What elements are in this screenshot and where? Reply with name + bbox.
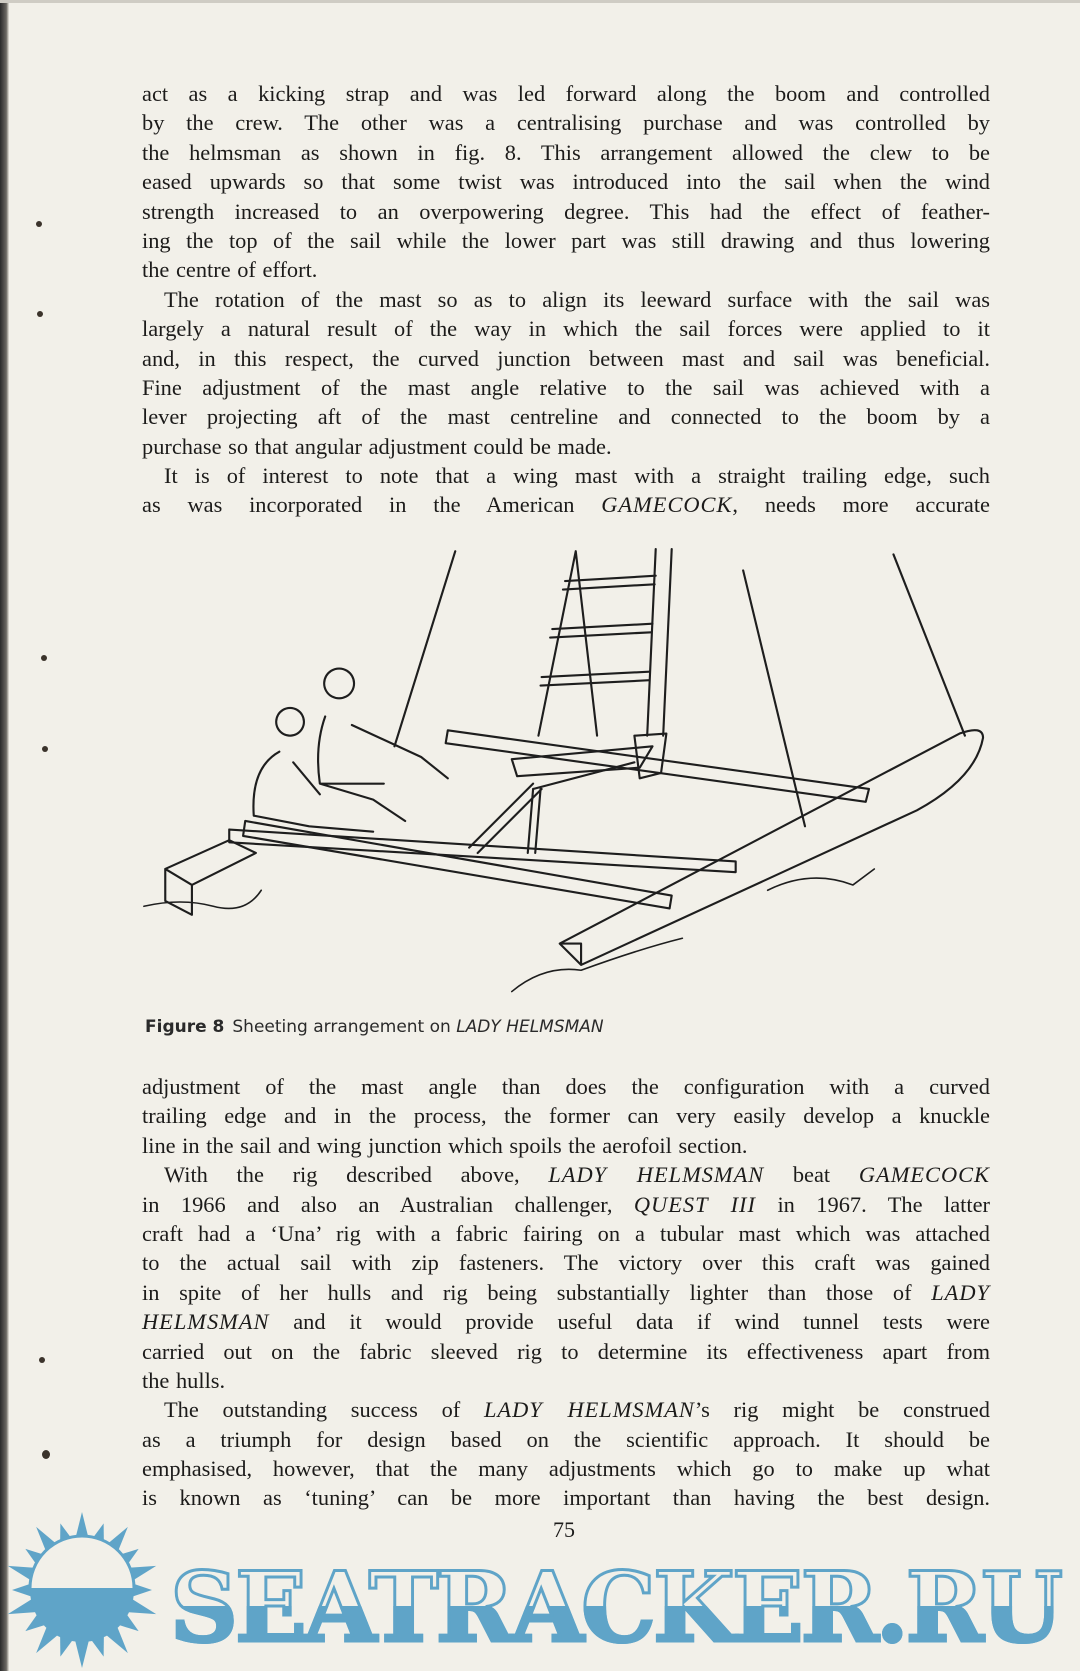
- text-line: [142, 1160, 990, 1189]
- figure-label: Figure 8: [145, 1017, 225, 1037]
- italic-vessel-name: HELMSMAN: [142, 1309, 270, 1335]
- text-run: lever projecting aft of the mast centreline and connected to the boom by a: [142, 404, 990, 430]
- body-text-bottom: [142, 1072, 990, 1513]
- text-run: craft had a ‘Una’ rig with a fabric fairing on a tubular mast which was attached: [142, 1220, 990, 1246]
- crew-person: [318, 669, 448, 821]
- text-run: and, in this respect, the curved junction between mast and sail was beneficial.: [142, 345, 990, 371]
- text-run: is known as ‘tuning’ can be more important than having the best design.: [142, 1485, 990, 1511]
- text-run: adjustment of the mast angle than does the configuration with a curved: [142, 1074, 990, 1099]
- battens: [541, 576, 656, 686]
- text-line: [142, 1366, 990, 1395]
- text-line: [142, 1219, 990, 1248]
- text-run: Fine adjustment of the mast angle relative to the sail was achieved with a: [142, 374, 990, 400]
- text-line: [142, 1248, 990, 1277]
- text-run: in spite of her hulls and rig being substantially lighter than those of: [142, 1279, 932, 1305]
- text-line: [142, 1072, 990, 1101]
- text-run: emphasised, however, that the many adjustments which go to make up what: [142, 1456, 990, 1482]
- text-line: [142, 1395, 990, 1424]
- watermark-seatracker: SEATRACKER.RU: [170, 1551, 1060, 1664]
- text-run: as was incorporated in the American: [142, 492, 602, 518]
- text-run: purchase so that angular adjustment could be made.: [142, 433, 612, 459]
- text-run: The outstanding success of: [164, 1397, 484, 1423]
- text-run: the hulls.: [142, 1367, 226, 1393]
- italic-vessel-name: GAMECOCK: [601, 492, 733, 518]
- sun-logo-icon: [0, 1500, 170, 1671]
- text-run: act as a kicking strap and was led forward along the boom and controlled: [142, 81, 990, 106]
- caption-vessel-name: LADY HELMSMAN: [456, 1017, 604, 1037]
- page-number: 75: [553, 1517, 575, 1542]
- text-line: [142, 1278, 990, 1307]
- crossbeam-rear: [229, 830, 735, 873]
- stay-line: [893, 554, 964, 735]
- italic-vessel-name: GAMECOCK: [858, 1162, 990, 1188]
- text-run: trailing edge and in the process, the former can very easily develop a knuckle: [142, 1103, 990, 1129]
- text-run: in 1967. The latter: [755, 1191, 990, 1217]
- text-run: line in the sail and wing junction which spoils the aerofoil section.: [142, 1132, 748, 1158]
- text-line: [142, 1101, 990, 1130]
- italic-vessel-name: LADY: [931, 1279, 990, 1305]
- water: [144, 869, 874, 992]
- caption-text: Sheeting arrangement on: [232, 1017, 457, 1037]
- text-run: carried out on the fabric sleeved rig to determine its effectiveness apart from: [142, 1338, 990, 1364]
- crossbeam-front: [446, 730, 869, 801]
- lever-struts: [469, 762, 634, 853]
- text-line: [142, 1337, 990, 1366]
- text-run: and it would provide useful data if wind tunnel tests were: [269, 1309, 990, 1335]
- text-run: eased upwards so that some twist was introduced into the sail when the wind: [142, 169, 990, 195]
- text-run: It is of interest to note that a wing mast with a straight trailing edge, such: [164, 463, 990, 489]
- text-line: [142, 1425, 990, 1454]
- text-run: in 1966 and also an Australian challenger,: [142, 1191, 634, 1217]
- text-run: strength increased to an overpowering degree. This had the effect of feather-: [142, 198, 990, 224]
- text-run: largely a natural result of the way in which the sail forces were applied to it: [142, 316, 990, 342]
- text-run: to the actual sail with zip fasteners. The victory over this craft was gained: [142, 1250, 990, 1276]
- italic-vessel-name: QUEST III: [633, 1191, 756, 1217]
- text-run: ing the top of the sail while the lower part was still drawing and thus lowering: [142, 227, 990, 253]
- text-line: [142, 1131, 990, 1160]
- italic-vessel-name: LADY HELMSMAN: [483, 1397, 695, 1423]
- italic-vessel-name: LADY HELMSMAN: [548, 1162, 765, 1188]
- text-run: as a triumph for design based on the scientific approach. It should be: [142, 1426, 990, 1452]
- text-line: [142, 1307, 990, 1336]
- text-run: ’s rig might be construed: [694, 1397, 990, 1423]
- figure-caption: [145, 1017, 604, 1037]
- text-run: beat: [764, 1162, 859, 1188]
- stay-line: [394, 551, 455, 746]
- text-run: With the rig described above,: [164, 1162, 549, 1188]
- text-line: [142, 1190, 990, 1219]
- text-line: [142, 1483, 990, 1512]
- text-run: , needs more accurate: [732, 492, 990, 518]
- text-run: by the crew. The other was a centralising purchase and was controlled by: [142, 110, 990, 136]
- text-run: the helmsman as shown in fig. 8. This arrangement allowed the clew to be: [142, 139, 990, 165]
- text-run: The rotation of the mast so as to align its leeward surface with the sail was: [164, 286, 990, 312]
- text-line: [142, 1454, 990, 1483]
- text-run: the centre of effort.: [142, 257, 318, 283]
- left-hull: [165, 840, 256, 915]
